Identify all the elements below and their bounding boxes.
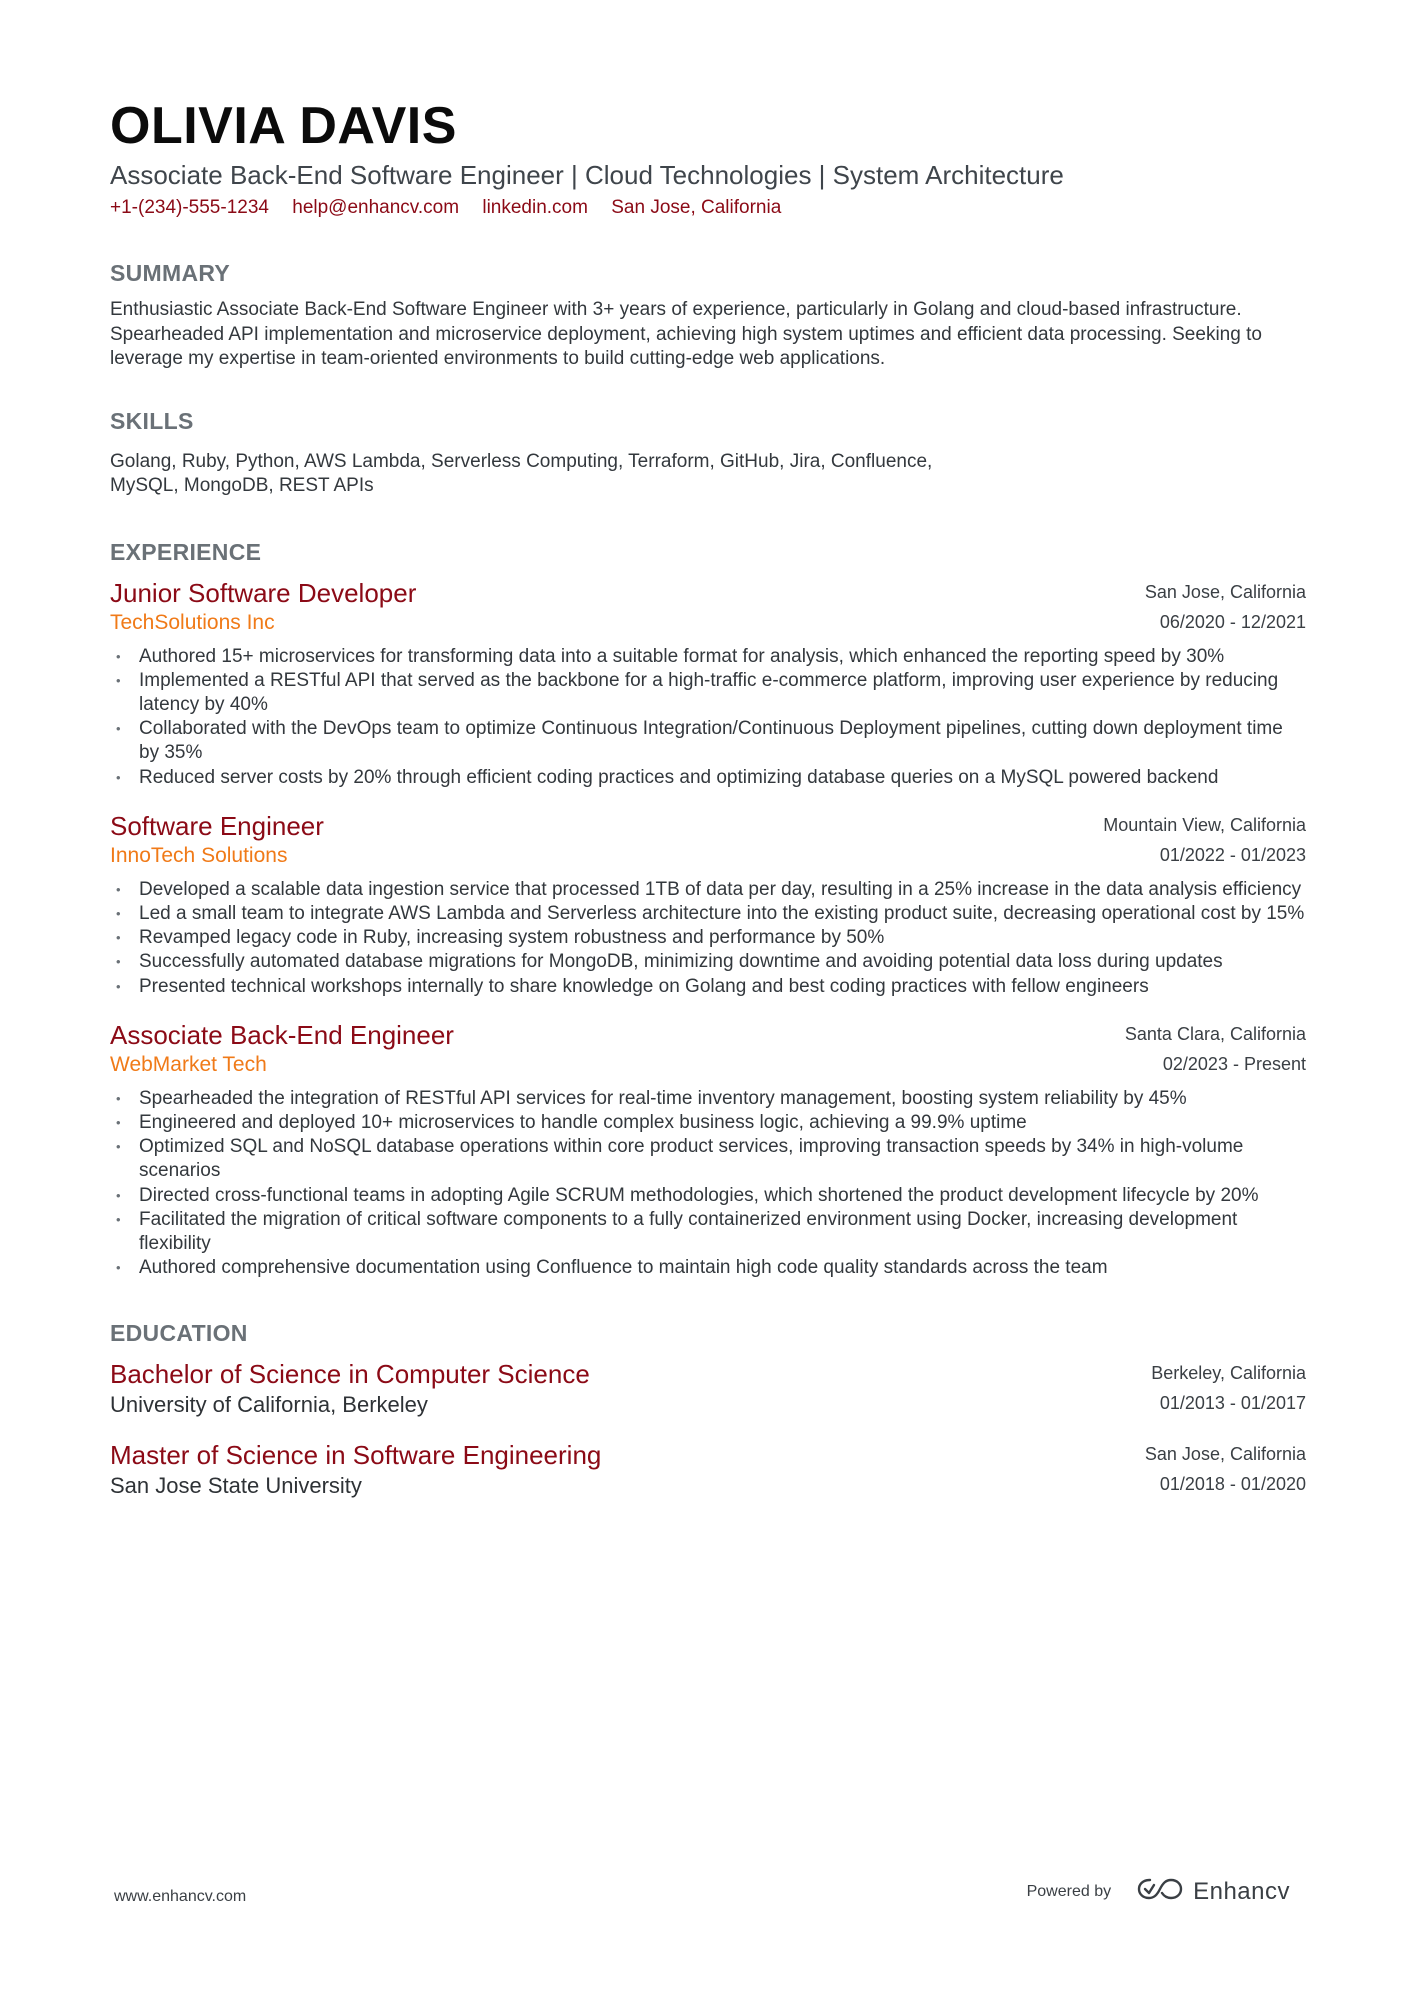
education-meta [1151, 1358, 1306, 1418]
education-entry [110, 1358, 1306, 1419]
job-location: Mountain View, California [1103, 814, 1306, 835]
contact-linkedin[interactable]: linkedin.com [482, 197, 588, 218]
candidate-headline: Associate Back-End Software Engineer | Cloud Technologies | System Architecture [110, 160, 1064, 190]
bullet-item: • Presented technical workshops internally to share knowledge on Golang and best coding practices with fellow engineers [110, 975, 1306, 999]
education-dates: 01/2013 - 01/2017 [1159, 1393, 1306, 1414]
education-section [110, 1318, 1306, 1500]
experience-section [110, 537, 1306, 1281]
section-title-summary: SUMMARY [110, 260, 231, 286]
contact-line [110, 194, 1306, 222]
job-title: Junior Software Developer [110, 577, 417, 608]
company-name: WebMarket Tech [110, 1052, 267, 1076]
school-name: San Jose State University [110, 1473, 362, 1499]
job-bullets [110, 645, 1306, 790]
contact-location: San Jose, California [611, 197, 782, 218]
bullet-item: • Authored comprehensive documentation using Confluence to maintain high code quality standards across the team [110, 1256, 1306, 1280]
company-name: InnoTech Solutions [110, 843, 288, 867]
brand-name: Enhancv [1193, 1877, 1290, 1905]
resume-header [110, 96, 1306, 222]
brand-logo[interactable] [1137, 1876, 1290, 1907]
job-dates: 02/2023 - Present [1162, 1053, 1306, 1074]
experience-entry [110, 1019, 1306, 1281]
experience-entry [110, 577, 1306, 790]
contact-email[interactable]: help@enhancv.com [292, 197, 460, 218]
school-name: University of California, Berkeley [110, 1392, 428, 1418]
bullet-item: • Revamped legacy code in Ruby, increasing system robustness and performance by 50% [110, 926, 1306, 950]
summary-text: Enthusiastic Associate Back-End Software Engineer with 3+ years of experience, particularly in Golang and cloud-based infrastructure. Spearheaded API implementation and microservice deployment, achieving high system uptimes and efficient data processing. Seeking to leverage my expertise in team-oriented environments to build cutting-edge web applications. [110, 299, 1262, 369]
job-title: Associate Back-End Engineer [110, 1019, 454, 1050]
education-dates: 01/2018 - 01/2020 [1159, 1474, 1306, 1495]
resume-content [110, 96, 1306, 1500]
footer-branding [1027, 1876, 1290, 1907]
section-title-experience: EXPERIENCE [110, 538, 262, 565]
bullet-item: • Developed a scalable data ingestion service that processed 1TB of data per day, resulting in a 25% increase in the data analysis efficiency [110, 878, 1306, 902]
bullet-item: • Spearheaded the integration of RESTful API services for real-time inventory management, boosting system reliability by 45% [110, 1087, 1306, 1111]
bullet-item: • Reduced server costs by 20% through efficient coding practices and optimizing database queries on a MySQL powered backend [110, 766, 1306, 790]
section-title-education: EDUCATION [110, 1320, 248, 1347]
bullet-item: • Directed cross-functional teams in adopting Agile SCRUM methodologies, which shortened the product development lifecycle by 20% [110, 1184, 1306, 1208]
degree-title: Bachelor of Science in Computer Science [110, 1359, 590, 1390]
skills-text: Golang, Ruby, Python, AWS Lambda, Serverless Computing, Terraform, GitHub, Jira, Confluence, MySQL, MongoDB, REST APIs [110, 450, 933, 496]
job-dates: 06/2020 - 12/2021 [1159, 611, 1306, 632]
contact-phone[interactable]: +1-(234)-555-1234 [110, 197, 269, 218]
company-name: TechSolutions Inc [110, 610, 275, 634]
job-meta [1125, 1019, 1306, 1079]
job-bullets [110, 878, 1306, 999]
bullet-item: • Led a small team to integrate AWS Lambda and Serverless architecture into the existing product suite, decreasing operational cost by 15% [110, 902, 1306, 926]
job-meta [1145, 577, 1306, 637]
section-title-skills: SKILLS [110, 407, 194, 434]
job-location: San Jose, California [1144, 581, 1306, 602]
bullet-item: • Optimized SQL and NoSQL database operations within core product services, improving transaction speeds by 34% in high-volume scenarios [110, 1135, 1306, 1183]
skills-section [110, 406, 1306, 499]
job-meta [1103, 810, 1306, 870]
education-location: Berkeley, California [1151, 1363, 1306, 1384]
education-location: San Jose, California [1144, 1444, 1306, 1465]
bullet-item: • Engineered and deployed 10+ microservices to handle complex business logic, achieving a 99.9% uptime [110, 1111, 1306, 1135]
bullet-item: • Facilitated the migration of critical software components to a fully containerized environment using Docker, increasing development flexibility [110, 1208, 1306, 1256]
candidate-name: OLIVIA DAVIS [110, 97, 457, 155]
powered-by-label: Powered by [1026, 1882, 1112, 1900]
summary-section [110, 258, 1306, 372]
bullet-item: • Collaborated with the DevOps team to optimize Continuous Integration/Continuous Deployment pipelines, cutting down deployment time by 35% [110, 717, 1306, 765]
enhancv-logo-icon [1137, 1876, 1183, 1907]
experience-entry [110, 810, 1306, 999]
education-entry [110, 1439, 1306, 1500]
job-dates: 01/2022 - 01/2023 [1159, 844, 1306, 865]
degree-title: Master of Science in Software Engineering [110, 1440, 602, 1471]
bullet-item: • Authored 15+ microservices for transforming data into a suitable format for analysis, which enhanced the reporting speed by 30% [110, 645, 1306, 669]
bullet-item: • Implemented a RESTful API that served as the backbone for a high-traffic e-commerce platform, improving user experience by reducing latency by 40% [110, 669, 1306, 717]
job-location: Santa Clara, California [1124, 1023, 1306, 1044]
education-meta [1145, 1439, 1306, 1499]
footer-website[interactable]: www.enhancv.com [114, 1888, 247, 1905]
job-bullets [110, 1087, 1306, 1281]
job-title: Software Engineer [110, 810, 324, 841]
bullet-item: • Successfully automated database migrations for MongoDB, minimizing downtime and avoiding potential data loss during updates [110, 950, 1306, 974]
